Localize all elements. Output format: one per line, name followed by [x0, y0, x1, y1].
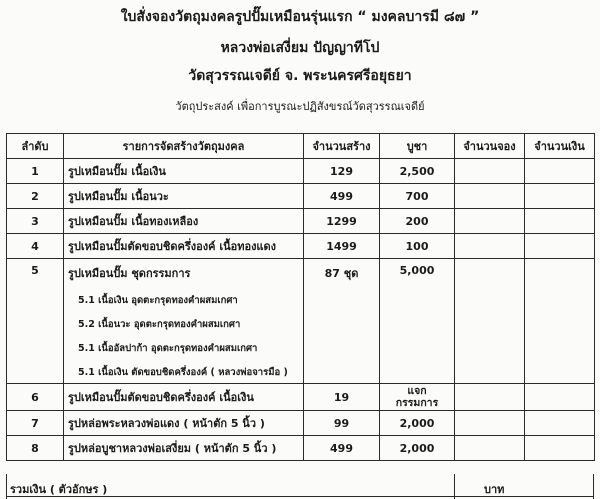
table-row [7, 259, 595, 384]
row-qty: 499 [304, 436, 380, 461]
row-no: 7 [7, 411, 64, 436]
reserve-cell[interactable] [455, 384, 525, 411]
amount-cell[interactable] [525, 411, 595, 436]
row-qty: 129 [304, 159, 380, 184]
reserve-cell[interactable] [455, 436, 525, 461]
row-price [380, 384, 455, 411]
col-header-no: ลำดับ [7, 134, 64, 159]
table-row [7, 234, 595, 259]
temple-name: วัดสุวรรณเจดีย์ จ. พระนครศรีอยุธยา [188, 68, 412, 84]
row-item: รูปเหมือนปั๊มตัดขอบชิดครึ่งองค์ เนื้อเงิน [64, 384, 304, 411]
baht-label: บาท [484, 483, 505, 496]
row-qty: 499 [304, 184, 380, 209]
sub-item: 5.1 เนื้อเงิน ตัดขอบชิดครึ่งองค์ ( หลวงพ่อจารมือ ) [78, 367, 288, 378]
row-price: 100 [380, 234, 455, 259]
row-no: 2 [7, 184, 64, 209]
purpose-line: วัตถุประสงค์ เพื่อการบูรณะปฏิสังขรณ์วัดสุวรรณเจดีย์ [175, 100, 425, 113]
row-item: รูปเหมือนปั๊ม เนื้อเงิน [64, 159, 304, 184]
total-words-label: รวมเงิน ( ตัวอักษร ) [10, 483, 108, 496]
footer-line [6, 496, 594, 497]
row-no: 3 [7, 209, 64, 234]
col-header-price: บูชา [380, 134, 455, 159]
row-item-set [64, 259, 304, 384]
col-header-reserve: จำนวนจอง [455, 134, 525, 159]
amount-cell[interactable] [525, 209, 595, 234]
row-qty: 1299 [304, 209, 380, 234]
row-item: รูปเหมือนปั๊ม ชุดกรรมการ [68, 267, 191, 280]
sub-item: 5.1 เนื้ออัลปาก้า อุดตะกรุดทองคำผสมเกศา [78, 343, 258, 354]
row-no: 1 [7, 159, 64, 184]
row-qty: 19 [304, 384, 380, 411]
table-row [7, 184, 595, 209]
row-item: รูปหล่อพระหลวงพ่อแดง ( หน้าตัก 5 นิ้ว ) [64, 411, 304, 436]
form-title: ใบสั่งจองวัตถุมงคลรูปปั๊มเหมือนรุ่นแรก “ มงคลบารมี ๘๗ ” [120, 9, 480, 25]
col-header-amount: จำนวนเงิน [525, 134, 595, 159]
row-item: รูปหล่อบูชาหลวงพ่อเสงี่ยม ( หน้าตัก 5 นิ้ว ) [64, 436, 304, 461]
reserve-cell[interactable] [455, 411, 525, 436]
table-row [7, 159, 595, 184]
amount-cell[interactable] [525, 184, 595, 209]
row-no: 5 [7, 259, 64, 384]
amount-cell[interactable] [525, 384, 595, 411]
row-no: 4 [7, 234, 64, 259]
amount-cell[interactable] [525, 159, 595, 184]
row-no: 8 [7, 436, 64, 461]
row-item: รูปเหมือนปั๊ม เนื้อนวะ [64, 184, 304, 209]
row-price: 2,000 [380, 436, 455, 461]
row-qty: 87 ชุด [304, 259, 380, 384]
price-line: กรรมการ [395, 397, 439, 409]
reserve-cell[interactable] [455, 234, 525, 259]
row-item: รูปเหมือนปั๊ม เนื้อทองเหลือง [64, 209, 304, 234]
row-price: 2,000 [380, 411, 455, 436]
table-row [7, 209, 595, 234]
table-row [7, 384, 595, 411]
reserve-cell[interactable] [455, 159, 525, 184]
monk-name: หลวงพ่อเสงี่ยม ปัญญาทีโป [220, 40, 380, 56]
row-price: 2,500 [380, 159, 455, 184]
reserve-cell[interactable] [455, 259, 525, 384]
row-price: 200 [380, 209, 455, 234]
reserve-cell[interactable] [455, 184, 525, 209]
reserve-cell[interactable] [455, 209, 525, 234]
col-header-qty: จำนวนสร้าง [304, 134, 380, 159]
col-header-item: รายการจัดสร้างวัตถุมงคล [64, 134, 304, 159]
sub-item: 5.2 เนื้อนวะ อุดตะกรุดทองคำผสมเกศา [78, 319, 241, 330]
amount-cell[interactable] [525, 259, 595, 384]
table-row [7, 411, 595, 436]
row-qty: 99 [304, 411, 380, 436]
table-header-row [7, 134, 595, 159]
amount-cell[interactable] [525, 436, 595, 461]
table-row [7, 436, 595, 461]
row-price: 700 [380, 184, 455, 209]
sub-item: 5.1 เนื้อเงิน อุดตะกรุดทองคำผสมเกศา [78, 295, 238, 306]
price-line: แจก [407, 385, 427, 397]
row-price: 5,000 [380, 259, 455, 384]
order-table [6, 133, 595, 461]
row-qty: 1499 [304, 234, 380, 259]
row-item: รูปเหมือนปั๊มตัดขอบชิดครึ่งองค์ เนื้อทองแดง [64, 234, 304, 259]
amount-cell[interactable] [525, 234, 595, 259]
row-no: 6 [7, 384, 64, 411]
